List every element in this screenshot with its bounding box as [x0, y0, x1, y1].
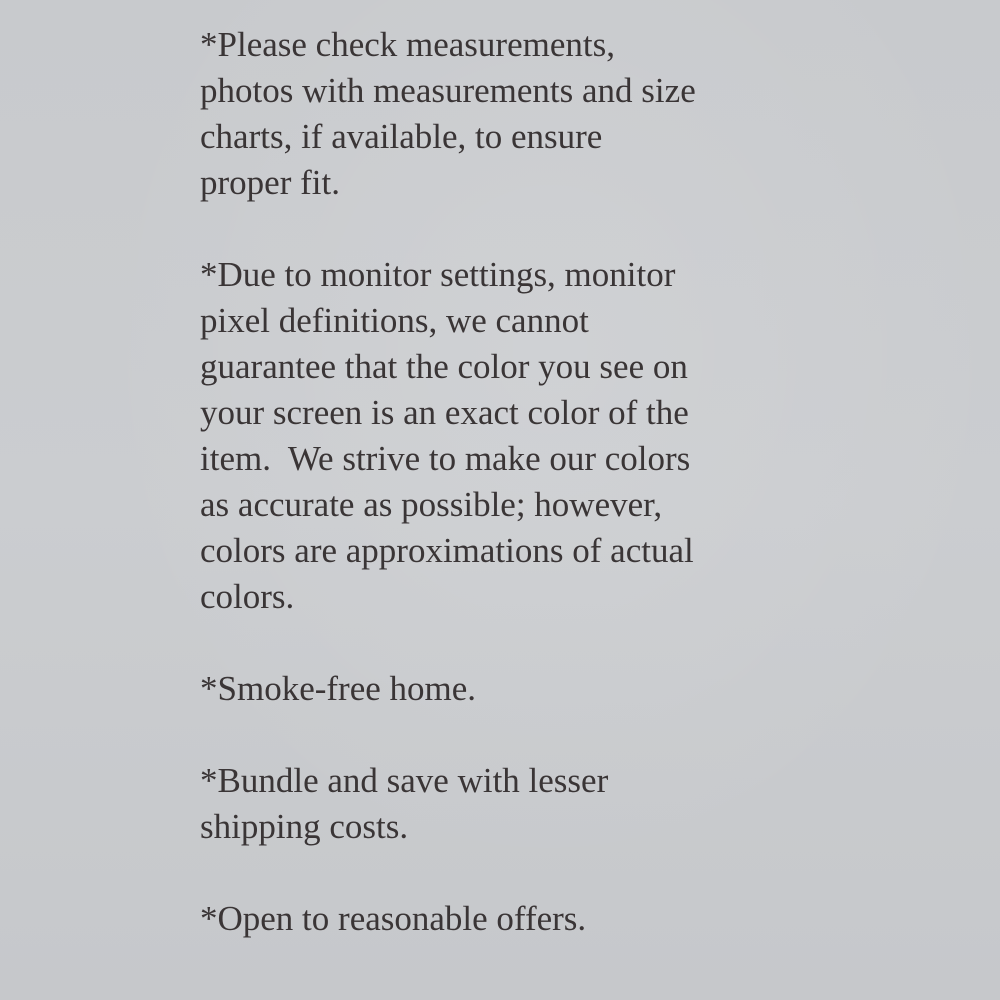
- text-line: photos with measurements and size: [200, 71, 696, 110]
- notes-text-block: [200, 22, 800, 988]
- text-line: *Open to reasonable offers.: [200, 899, 587, 938]
- text-line: guarantee that the color you see on: [200, 347, 688, 386]
- paragraph-smoke-free: [200, 666, 800, 712]
- paragraph-bundle: [200, 758, 800, 850]
- text-line: *Please check measurements,: [200, 25, 615, 64]
- text-line: item. We strive to make our colors: [200, 439, 691, 478]
- paragraph-color-disclaimer: [200, 252, 800, 620]
- paragraph-measurements: [200, 22, 800, 206]
- text-line: colors.: [200, 577, 295, 616]
- text-line: your screen is an exact color of the: [200, 393, 689, 432]
- text-line: *Bundle and save with lesser: [200, 761, 609, 800]
- text-line: pixel definitions, we cannot: [200, 301, 589, 340]
- text-line: proper fit.: [200, 163, 340, 202]
- text-line: *Due to monitor settings, monitor: [200, 255, 676, 294]
- text-line: charts, if available, to ensure: [200, 117, 603, 156]
- text-line: colors are approximations of actual: [200, 531, 694, 570]
- text-line: as accurate as possible; however,: [200, 485, 663, 524]
- text-line: shipping costs.: [200, 807, 409, 846]
- text-line: *Smoke-free home.: [200, 669, 477, 708]
- paragraph-offers: [200, 896, 800, 942]
